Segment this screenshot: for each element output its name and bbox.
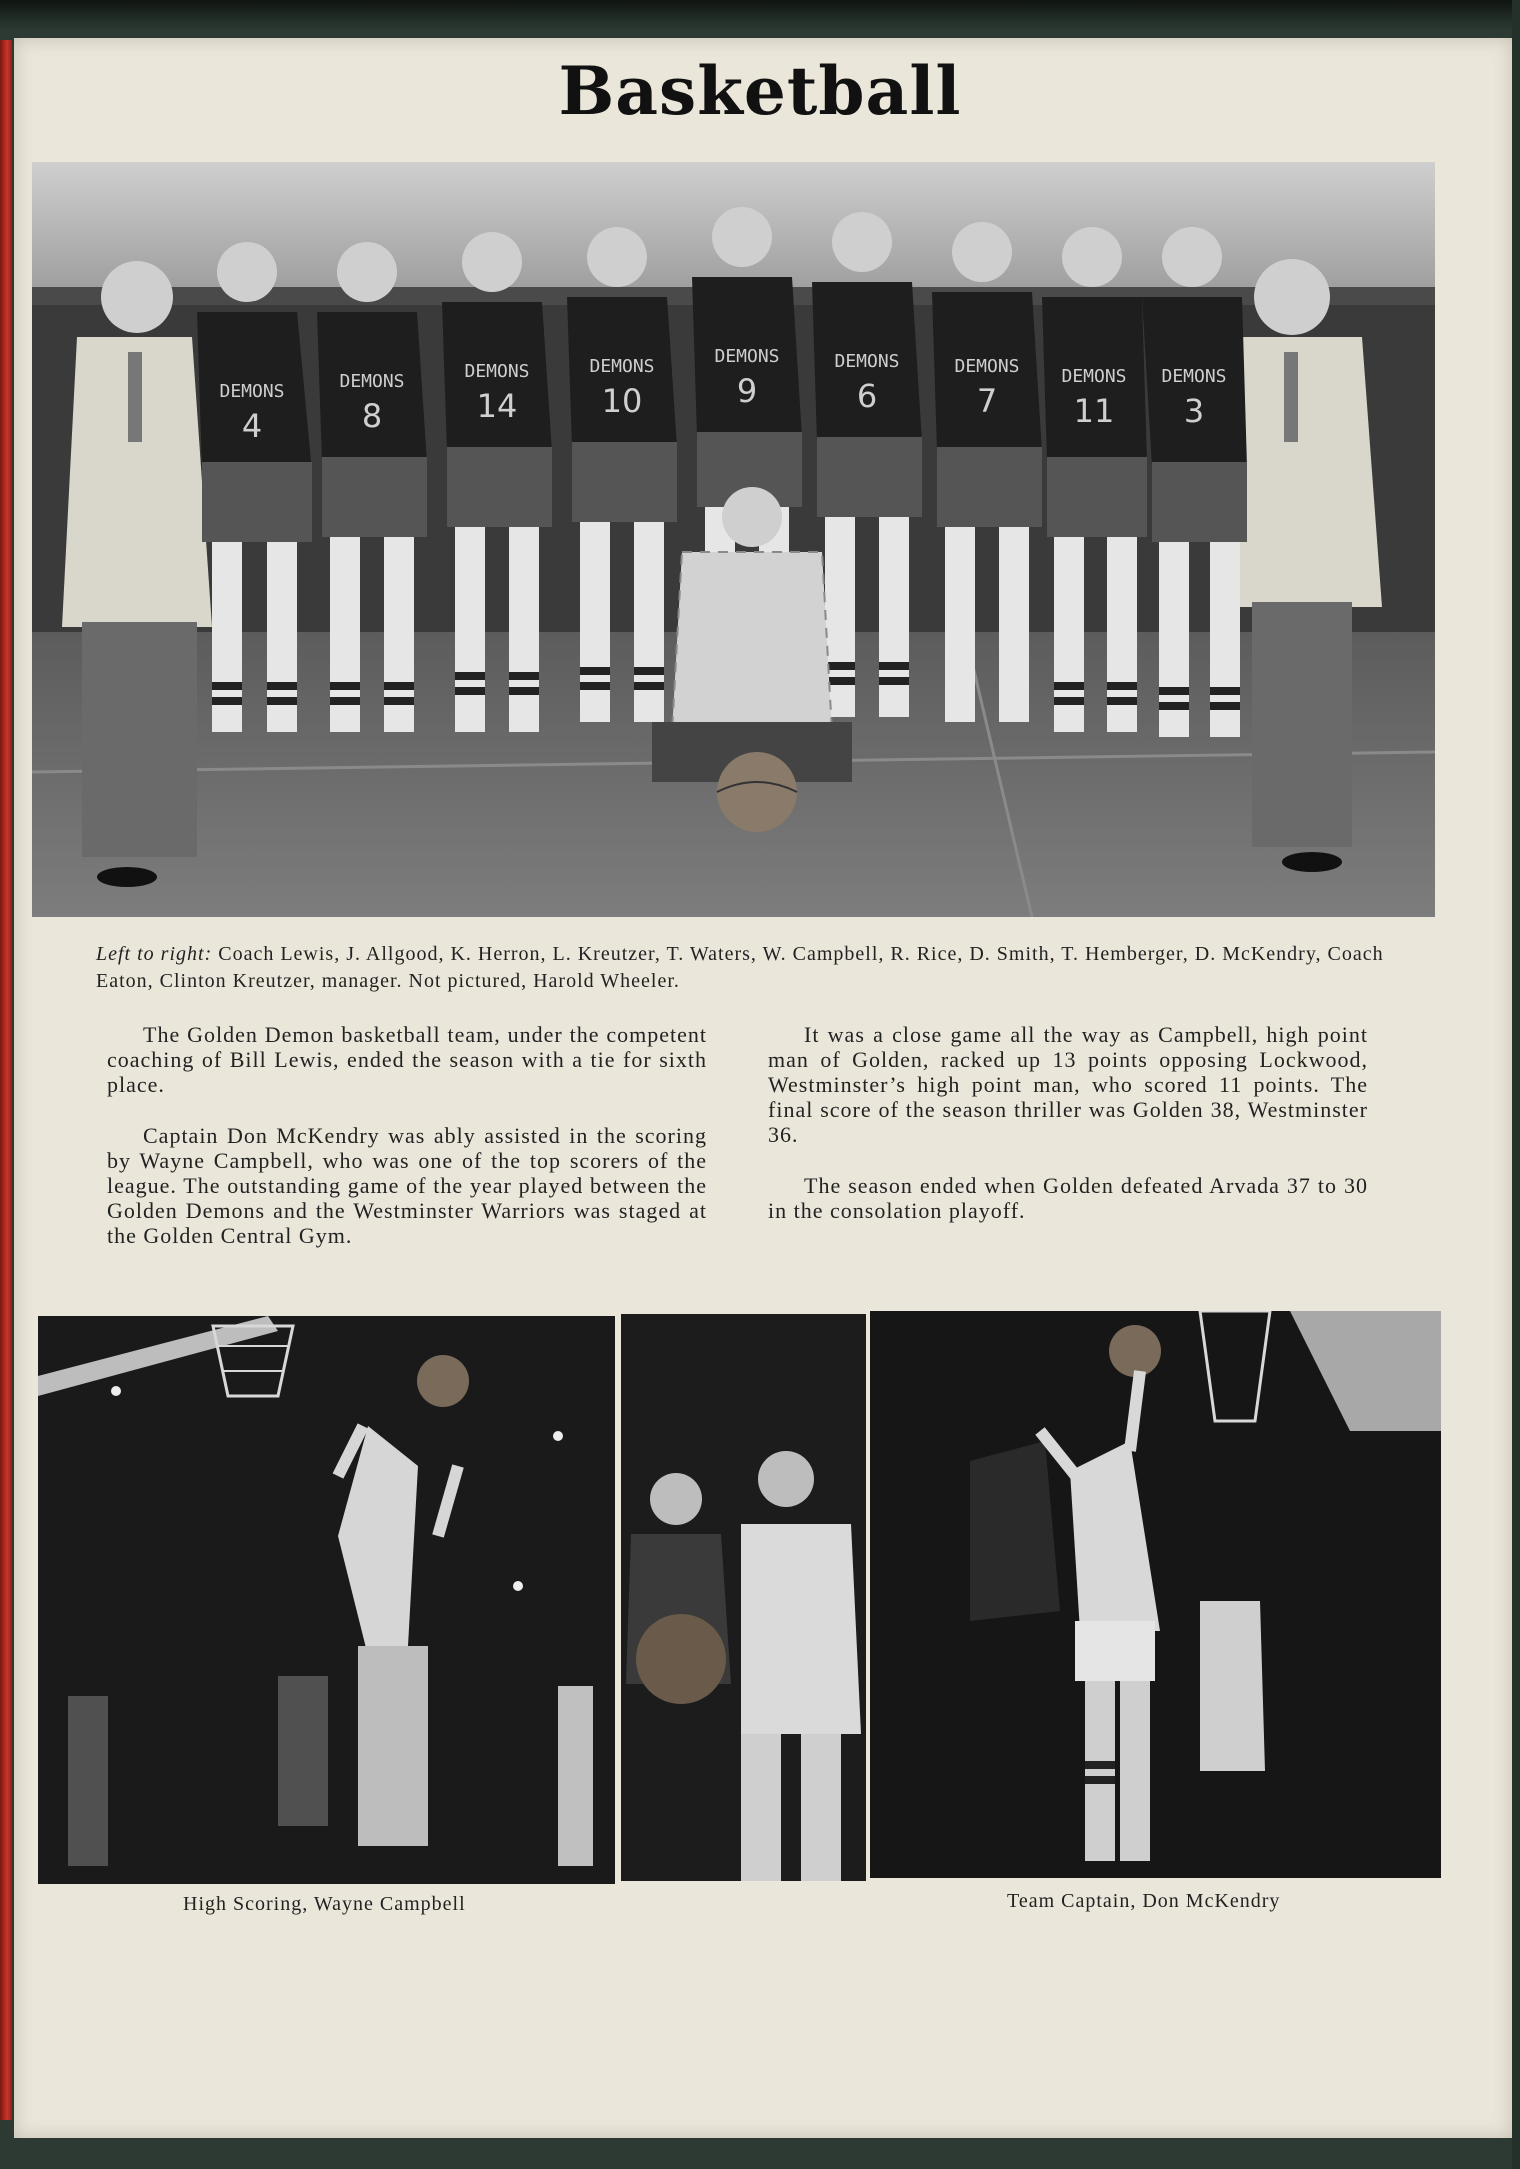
jersey-number: 11 (1073, 392, 1115, 430)
jersey-label: DEMONS (339, 371, 405, 392)
team-photo (32, 162, 1435, 917)
jersey-number: 10 (601, 382, 643, 420)
page-title: Basketball (558, 52, 962, 130)
jersey-label: DEMONS (589, 356, 655, 377)
jersey-label: DEMONS (1061, 366, 1127, 387)
jersey-number: 8 (361, 397, 383, 435)
action-photo-campbell (38, 1316, 615, 1884)
action-photo-mckendry (870, 1311, 1441, 1878)
jersey-label: DEMONS (464, 361, 530, 382)
jersey-label: DEMONS (1161, 366, 1227, 387)
team-photo-caption (96, 941, 1416, 995)
article-right-column (768, 1022, 1368, 1249)
jersey-label: DEMONS (834, 351, 900, 372)
article-paragraph: Captain Don McKendry was ably assisted in the scoring by Wayne Campbell, who was one of the top scorers of the league. The outstanding game of the year played between the Golden Demons and the Westminster Warriors was staged at the Golden Central Gym. (107, 1123, 707, 1248)
photo-caption-right: Team Captain, Don McKendry (1007, 1890, 1281, 1912)
article-paragraph: It was a close game all the way as Campbell, high point man of Golden, racked up 13 points opposing Lockwood, Westminster’s high point man, who scored 11 points. The final score of the season thriller was Golden 38, Westminster 36. (768, 1022, 1368, 1147)
jersey-number: 7 (976, 382, 998, 420)
page-right-edge (1512, 0, 1520, 2169)
article-paragraph: The Golden Demon basketball team, under the competent coaching of Bill Lewis, ended the season with a tie for sixth place. (107, 1022, 707, 1097)
team-photo-image (32, 162, 1435, 917)
caption-names: Coach Lewis, J. Allgood, K. Herron, L. Kreutzer, T. Waters, W. Campbell, R. Rice, D. Smith, T. Hemberger, D. McKendry, Coach Eaton, Clinton Kreutzer, manager. Not pictured, Harold Wheeler. (96, 943, 1384, 992)
caption-lead: Left to right: (96, 943, 213, 965)
jersey-number: 9 (736, 372, 758, 410)
jersey-label: DEMONS (219, 381, 285, 402)
action-photo-image (870, 1311, 1441, 1878)
book-top-shadow (0, 0, 1520, 30)
jersey-label: DEMONS (714, 346, 780, 367)
article-left-column (107, 1022, 707, 1274)
photo-caption-left: High Scoring, Wayne Campbell (183, 1893, 466, 1915)
jersey-label: DEMONS (954, 356, 1020, 377)
jersey-number: 6 (856, 377, 878, 415)
jersey-number: 14 (476, 387, 518, 425)
article-paragraph: The season ended when Golden defeated Arvada 37 to 30 in the consolation playoff. (768, 1173, 1368, 1223)
action-photo-image (38, 1316, 615, 1884)
action-photo-image (621, 1314, 866, 1881)
binding-edge (0, 40, 12, 2120)
jersey-number: 4 (241, 407, 263, 445)
jersey-number: 3 (1183, 392, 1205, 430)
action-photo-middle (621, 1314, 866, 1881)
